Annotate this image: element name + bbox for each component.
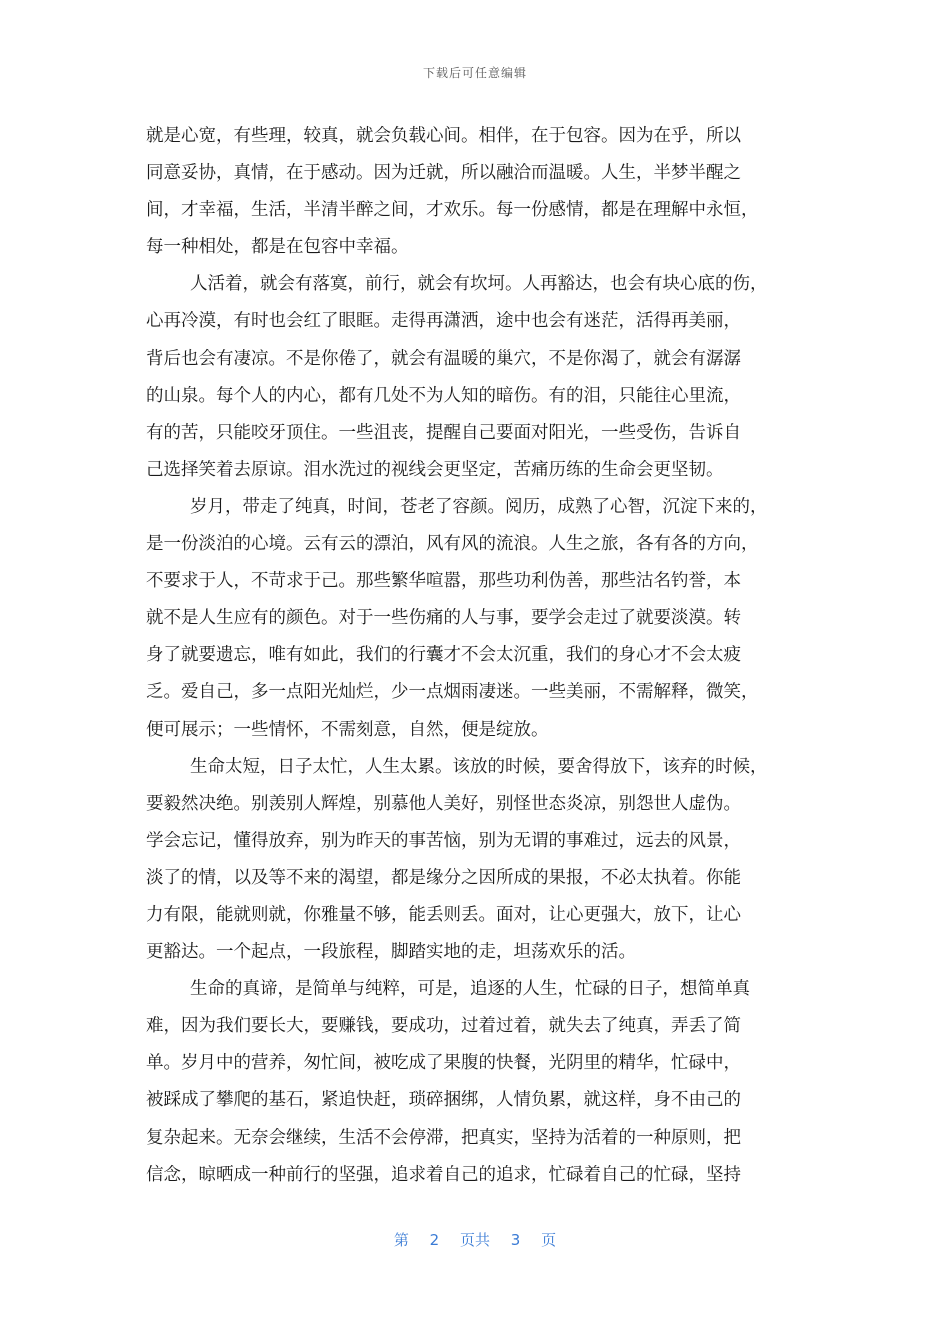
- text-line: 心再冷漠，有时也会红了眼眶。走得再潇洒，途中也会有迷茫，活得再美丽，: [146, 311, 741, 332]
- text-line: 间，才幸福，生活，半清半醉之间，才欢乐。每一份感情，都是在理解中永恒，: [146, 200, 759, 221]
- text-line: 单。岁月中的营养，匆忙间，被吃成了果腹的快餐，光阴里的精华，忙碌中，: [146, 1053, 741, 1074]
- text-line: 力有限，能就则就，你雅量不够，能丢则丢。面对，让心更强大，放下，让心: [146, 904, 741, 925]
- text-line: 更豁达。一个起点，一段旅程，脚踏实地的走，坦荡欢乐的活。: [146, 942, 636, 963]
- page-footer: [0, 1229, 950, 1250]
- text-line: 岁月，带走了纯真，时间，苍老了容颜。阅历，成熟了心智，沉淀下来的，: [190, 496, 768, 517]
- text-line: 信念，晾晒成一种前行的坚强，追求着自己的追求，忙碌着自己的忙碌，坚持: [146, 1164, 741, 1185]
- footer-label-ye-gong: 页共: [459, 1231, 490, 1249]
- text-line: 的山泉。每个人的内心，都有几处不为人知的暗伤。有的泪，只能往心里流，: [146, 385, 741, 406]
- text-line: 背后也会有凄凉。不是你倦了，就会有温暖的巢穴，不是你渴了，就会有潺潺: [146, 348, 741, 369]
- footer-current-page: 2: [429, 1231, 440, 1249]
- footer-label-di: 第: [393, 1231, 409, 1249]
- text-line: 己选择笑着去原谅。泪水洗过的视线会更坚定，苦痛历练的生命会更坚韧。: [146, 459, 724, 480]
- text-line: 身了就要遗忘，唯有如此，我们的行囊才不会太沉重，我们的身心才不会太疲: [146, 645, 741, 666]
- page-header: 下载后可任意编辑: [422, 66, 527, 80]
- text-line: 学会忘记，懂得放弃，别为昨天的事苦恼，别为无谓的事难过，远去的风景，: [146, 830, 741, 851]
- text-line: 有的苦，只能咬牙顶住。一些沮丧，提醒自己要面对阳光，一些受伤，告诉自: [146, 422, 741, 443]
- text-line: 是一份淡泊的心境。云有云的漂泊，风有风的流浪。人生之旅，各有各的方向，: [146, 534, 759, 555]
- text-line: 生命的真谛，是简单与纯粹，可是，追逐的人生，忙碌的日子，想简单真: [190, 979, 750, 1000]
- text-line: 复杂起来。无奈会继续，生活不会停滞，把真实，坚持为活着的一种原则，把: [146, 1127, 741, 1148]
- text-line: 就是心宽，有些理，较真，就会负载心间。相伴，在于包容。因为在乎，所以: [146, 126, 741, 146]
- text-line: 同意妥协，真情，在于感动。因为迁就，所以融洽而温暖。人生，半梦半醒之: [146, 163, 741, 184]
- text-line: 乏。爱自己，多一点阳光灿烂，少一点烟雨凄迷。一些美丽，不需解释，微笑，: [146, 682, 759, 703]
- text-line: 难，因为我们要长大，要赚钱，要成功，过着过着，就失去了纯真，弄丢了简: [146, 1016, 741, 1037]
- text-line: 人活着，就会有落寞，前行，就会有坎坷。人再豁达，也会有块心底的伤，: [190, 274, 768, 295]
- footer-total-pages: 3: [510, 1231, 521, 1249]
- text-line: 淡了的情，以及等不来的渴望，都是缘分之因所成的果报，不必太执着。你能: [146, 867, 741, 888]
- text-line: 要毅然决绝。别羡别人辉煌，别慕他人美好，别怪世态炎凉，别怨世人虚伪。: [146, 793, 741, 814]
- text-line: 就不是人生应有的颜色。对于一些伤痛的人与事，要学会走过了就要淡漠。转: [146, 608, 741, 629]
- text-line: 每一种相处，都是在包容中幸福。: [146, 237, 409, 258]
- text-line: 生命太短，日子太忙，人生太累。该放的时候，要舍得放下，该弃的时候，: [190, 756, 768, 777]
- footer-label-ye: 页: [541, 1231, 557, 1249]
- text-line: 被踩成了攀爬的基石，紧追快赶，琐碎捆绑，人情负累，就这样，身不由己的: [146, 1090, 741, 1111]
- text-line: 不要求于人，不苛求于己。那些繁华喧嚣，那些功利伪善，那些沽名钓誉，本: [146, 571, 741, 592]
- body-text: [146, 118, 818, 1194]
- text-line: 便可展示；一些情怀，不需刻意，自然，便是绽放。: [146, 719, 549, 740]
